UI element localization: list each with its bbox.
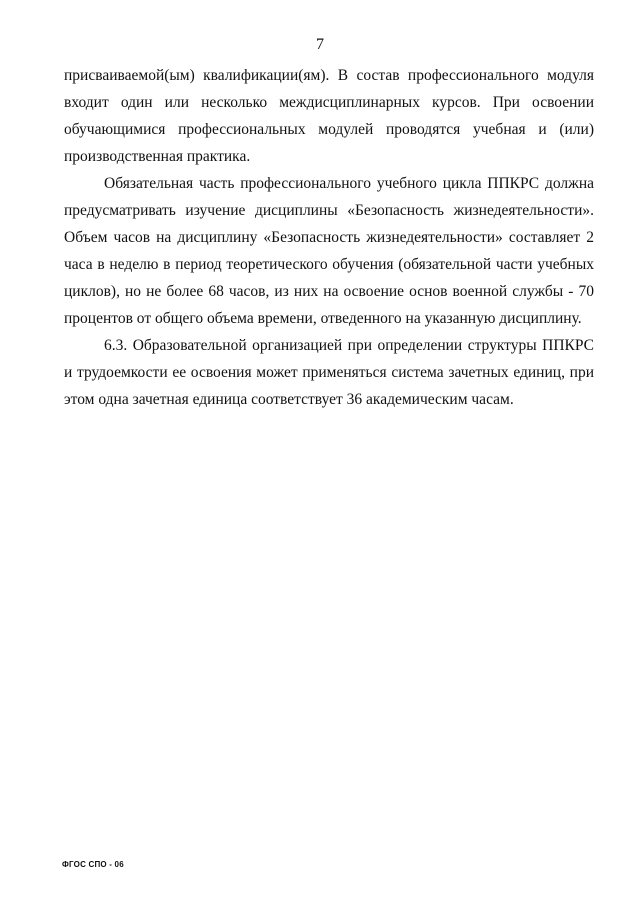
paragraph-continuation: присваиваемой(ым) квалификации(ям). В состав профессионального модуля входит один или несколько междисциплинарных курсов. При освоении обучающимися профессиональных модулей проводятся учебная и (или) производственная практика. (64, 67, 594, 165)
paragraph-credit-units: 6.3. Образовательной организацией при определении структуры ППКРС и трудоемкости ее освоения может применяться система зачетных единиц, при этом одна зачетная единица соответствует 36 академическим часам. (64, 337, 594, 408)
document-body (64, 62, 594, 413)
page-number: 7 (316, 36, 324, 53)
footer-standard-code: ФГОС СПО - 06 (62, 860, 124, 869)
paragraph-life-safety: Обязательная часть профессионального учебного цикла ППКРС должна предусматривать изучение дисциплины «Безопасность жизнедеятельности». Объем часов на дисциплину «Безопасность жизнедеятельности» составляет 2 часа в неделю в период теоретического обучения (обязательной части учебных циклов), но не более 68 часов, из них на освоение основ военной службы - 70 процентов от общего объема времени, отведенного на указанную дисциплину. (64, 175, 594, 327)
